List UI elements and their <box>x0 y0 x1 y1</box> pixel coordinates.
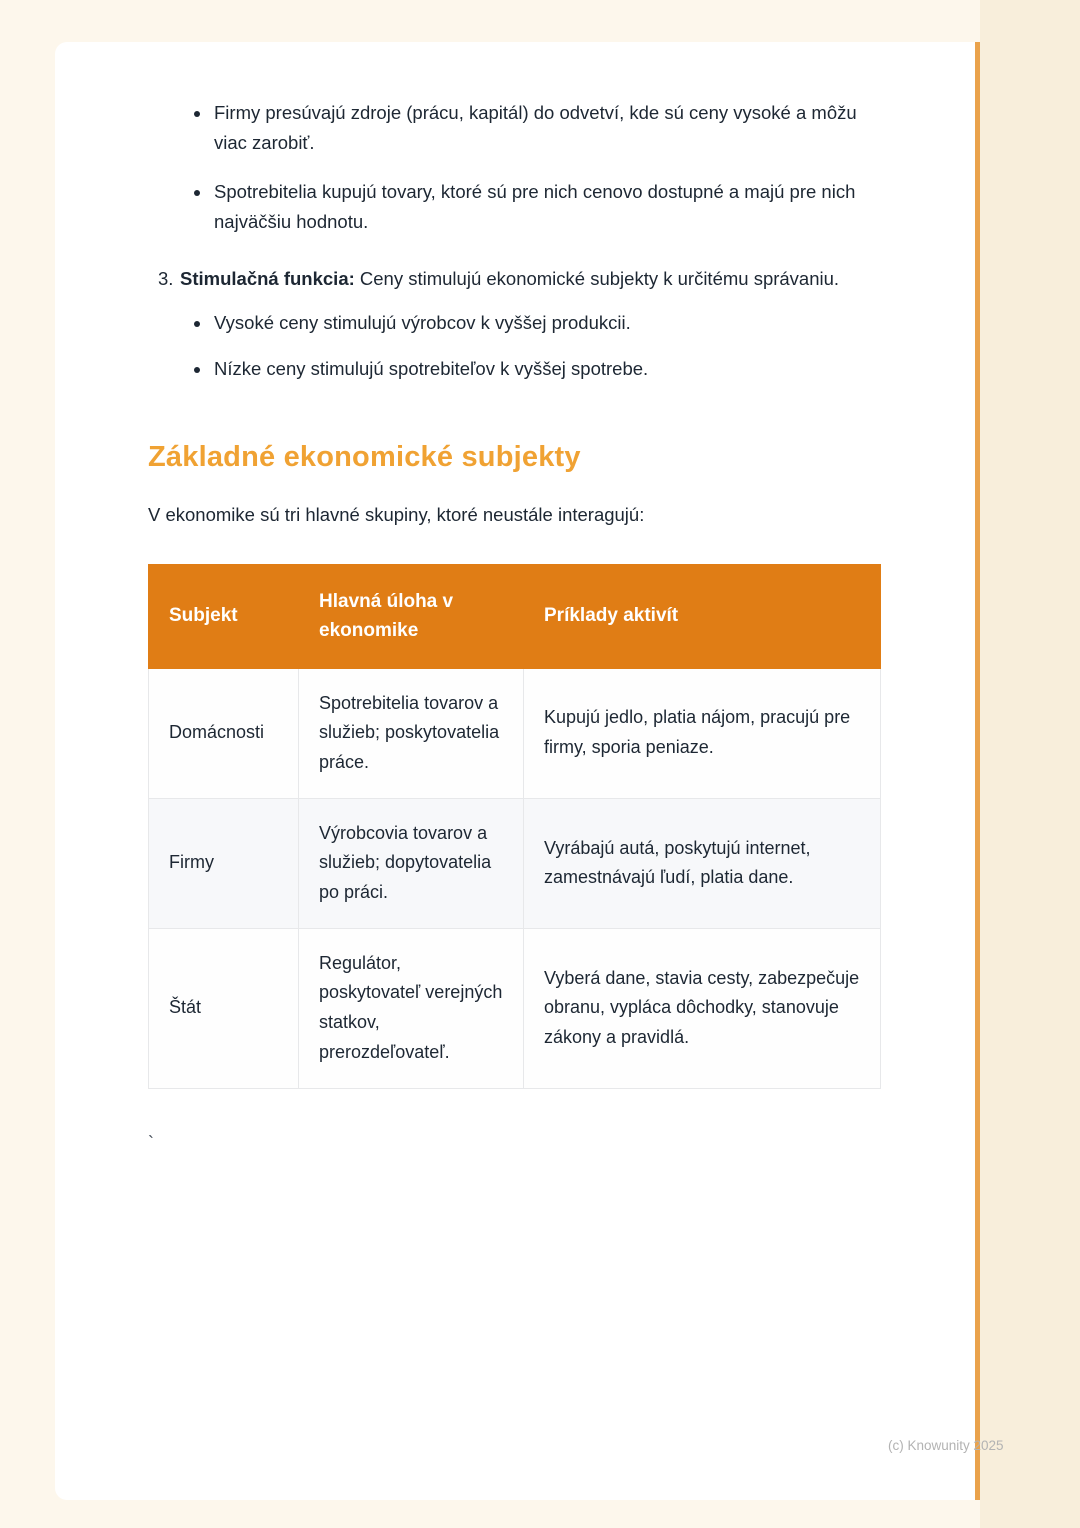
numbered-item-3 <box>148 264 893 399</box>
cell-examples: Vyberá dane, stavia cesty, zabezpečuje obranu, vypláca dôchodky, stanovuje zákony a pravidlá. <box>524 928 881 1088</box>
section-heading: Základné ekonomické subjekty <box>148 441 581 474</box>
accent-stripe <box>975 42 980 1500</box>
footer-credit: (c) Knowunity 2025 <box>888 1438 1004 1453</box>
list-item: • Firmy presúvajú zdroje (prácu, kapitál) do odvetví, kde sú ceny vysoké a môžu viac zarobiť. <box>212 98 893 157</box>
term-bold: Stimulačná funkcia: <box>180 268 355 290</box>
cell-examples: Vyrábajú autá, poskytujú internet, zamestnávajú ľudí, platia dane. <box>524 798 881 928</box>
document-content <box>148 98 893 1154</box>
list-item: • Spotrebitelia kupujú tovary, ktoré sú pre nich cenovo dostupné a majú pre nich najväčšiu hodnotu. <box>212 177 893 236</box>
numbered-item-content <box>180 264 893 399</box>
sub-bullet-list <box>180 308 893 383</box>
cell-role: Regulátor, poskytovateľ verejných statkov, prerozdeľovateľ. <box>299 928 524 1088</box>
cell-role: Výrobcovia tovarov a služieb; dopytovatelia po práci. <box>299 798 524 928</box>
table-row <box>149 668 881 798</box>
cell-examples: Kupujú jedlo, platia nájom, pracujú pre firmy, sporia peniaze. <box>524 668 881 798</box>
stray-backtick: ` <box>148 1132 154 1153</box>
list-number: 3. <box>158 268 174 290</box>
bullet-list-top <box>148 98 893 236</box>
column-header: Hlavná úloha v ekonomike <box>299 564 524 668</box>
cell-subject: Štát <box>149 928 299 1088</box>
cell-role: Spotrebitelia tovarov a služieb; poskytovatelia práce. <box>299 668 524 798</box>
term-description: Ceny stimulujú ekonomické subjekty k určitému správaniu. <box>354 268 840 290</box>
table-row <box>149 928 881 1088</box>
column-header: Subjekt <box>149 564 299 668</box>
numbered-item-text <box>180 264 893 294</box>
cell-subject: Domácnosti <box>149 668 299 798</box>
cell-subject: Firmy <box>149 798 299 928</box>
list-item: • Nízke ceny stimulujú spotrebiteľov k vyššej spotrebe. <box>212 354 893 384</box>
column-header: Príklady aktivít <box>524 564 881 668</box>
table-header-row <box>149 564 881 668</box>
subjects-table <box>148 564 881 1089</box>
list-item: • Vysoké ceny stimulujú výrobcov k vyššej produkcii. <box>212 308 893 338</box>
page-edge-band <box>980 0 1080 1528</box>
table-row <box>149 798 881 928</box>
intro-paragraph: V ekonomike sú tri hlavné skupiny, ktoré neustále interagujú: <box>148 504 645 526</box>
document-card <box>55 42 975 1500</box>
